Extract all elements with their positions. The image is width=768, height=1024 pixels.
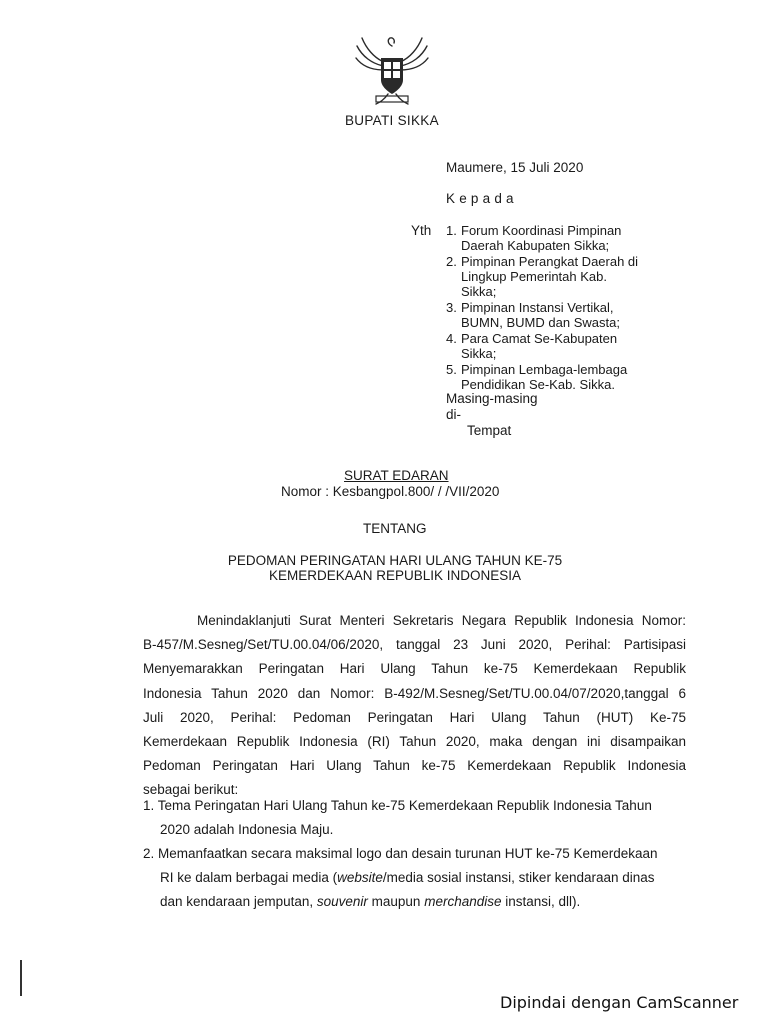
recipient-item: 4. Para Camat Se-Kabupaten Sikka;: [446, 330, 618, 362]
circular-number: Nomor : Kesbangpol.800/ / /VII/2020: [281, 484, 500, 499]
issuer-title: BUPATI SIKKA: [345, 113, 439, 128]
body-line: B-457/M.Sesneg/Set/TU.00.04/06/2020, tanggal 23 Juni 2020, Perihal: Partisipasi: [143, 637, 686, 652]
list-item-1-line-1: 1. Tema Peringatan Hari Ulang Tahun ke-75 Kemerdekaan Republik Indonesia Tahun: [143, 798, 652, 813]
di-text: di-: [446, 407, 462, 422]
masing-masing-text: Masing-masing: [446, 391, 538, 406]
yth-label: Yth: [411, 223, 432, 238]
addressee-label: Kepada: [446, 191, 518, 206]
circular-title: SURAT EDARAN: [344, 468, 449, 483]
body-line: Menyemarakkan Peringatan Hari Ulang Tahun ke-75 Kemerdekaan Republik: [143, 661, 686, 676]
list-item-1-line-2: 2020 adalah Indonesia Maju.: [160, 822, 334, 837]
garuda-emblem-icon: [354, 36, 430, 106]
recipient-item: 2. Pimpinan Perangkat Daerah di Lingkup Pemerintah Kab. Sikka;: [446, 253, 639, 300]
recipient-list: [446, 223, 716, 393]
body-line: Juli 2020, Perihal: Pedoman Peringatan Hari Ulang Tahun (HUT) Ke-75: [143, 710, 686, 725]
recipient-item: 1. Forum Koordinasi Pimpinan Daerah Kabupaten Sikka;: [446, 223, 622, 254]
body-line: sebagai berikut:: [143, 782, 239, 797]
scanner-watermark: Dipindai dengan CamScanner: [500, 993, 739, 1012]
list-item-2-line-1: 2. Memanfaatkan secara maksimal logo dan desain turunan HUT ke-75 Kemerdekaan: [143, 846, 658, 861]
list-item-2-line-2: RI ke dalam berbagai media (website/media sosial instansi, stiker kendaraan dinas: [160, 870, 655, 885]
scan-margin-mark: [20, 960, 22, 996]
list-item-2-line-3: dan kendaraan jemputan, souvenir maupun merchandise instansi, dll).: [160, 894, 581, 909]
recipient-item: 3. Pimpinan Instansi Vertikal, BUMN, BUMD dan Swasta;: [446, 300, 620, 331]
tempat-text: Tempat: [467, 423, 512, 438]
place-date: Maumere, 15 Juli 2020: [446, 160, 584, 175]
subject-line-1: PEDOMAN PERINGATAN HARI ULANG TAHUN KE-75: [227, 553, 563, 568]
body-line: Menindaklanjuti Surat Menteri Sekretaris Negara Republik Indonesia Nomor:: [197, 613, 686, 628]
recipient-item: 5. Pimpinan Lembaga-lembaga Pendidikan Se-Kab. Sikka.: [446, 361, 628, 393]
body-line: Kemerdekaan Republik Indonesia (RI) Tahun 2020, maka dengan ini disampaikan: [143, 734, 686, 749]
body-line: Pedoman Peringatan Hari Ulang Tahun ke-75 Kemerdekaan Republik Indonesia: [143, 758, 686, 773]
body-line: Indonesia Tahun 2020 dan Nomor: B-492/M.Sesneg/Set/TU.00.04/07/2020,tanggal 6: [143, 686, 686, 701]
subject-line-2: KEMERDEKAAN REPUBLIK INDONESIA: [268, 568, 522, 583]
about-heading: TENTANG: [363, 521, 427, 536]
